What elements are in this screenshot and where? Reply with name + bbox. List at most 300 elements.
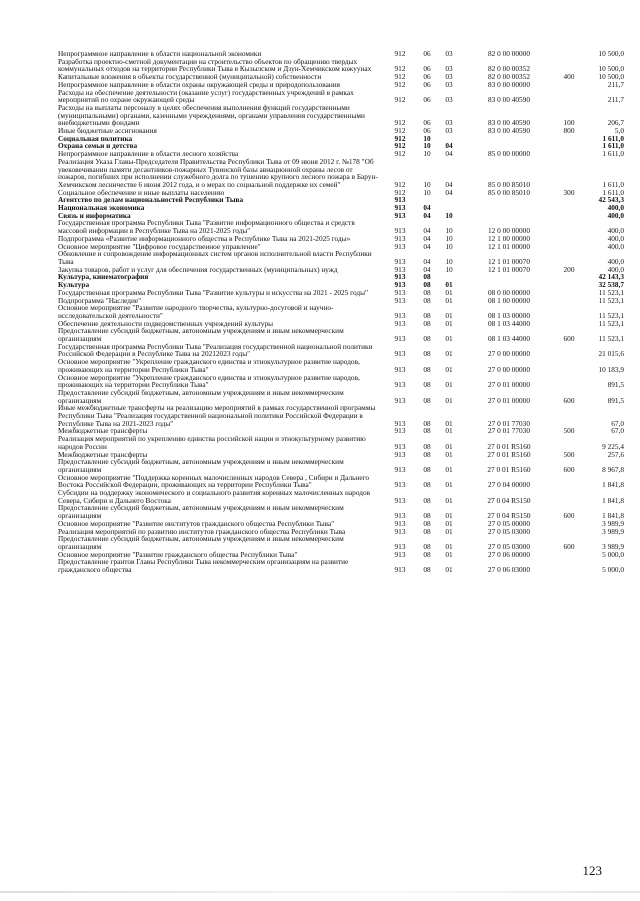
row-section-code: 10 <box>423 187 431 197</box>
row-ved-code: 913 <box>394 349 406 359</box>
row-subsection-code: 04 <box>445 179 453 189</box>
row-name: Охрана семьи и детства <box>58 141 138 151</box>
row-section-code: 08 <box>423 310 431 320</box>
row-expense-type <box>558 289 580 297</box>
row-expense-type <box>558 474 580 489</box>
row-amount: 21 015,6 <box>598 349 624 359</box>
table-row <box>58 204 624 212</box>
row-expense-type <box>558 374 580 389</box>
row-amount: 211,7 <box>607 79 624 89</box>
row-section-code: 08 <box>423 272 431 282</box>
row-section-code: 04 <box>423 256 431 266</box>
row-amount: 1 611,0 <box>602 187 624 197</box>
row-target-article: 83 0 00 40590 <box>488 95 530 105</box>
row-target-article: 08 1 00 00000 <box>488 295 530 305</box>
row-subsection-code: 10 <box>445 241 453 251</box>
row-section-code: 08 <box>423 318 431 328</box>
row-subsection-code: 04 <box>445 149 453 159</box>
row-target-article: 27 0 01 R5160 <box>487 441 531 451</box>
table-row <box>58 558 624 573</box>
row-section-code: 08 <box>423 426 431 436</box>
row-name: Непрограммное направление в области лесного хозяйства <box>58 149 239 159</box>
table-row <box>58 104 624 127</box>
row-amount: 11 523,1 <box>598 295 624 305</box>
row-subsection-code: 01 <box>445 495 453 505</box>
row-expense-type <box>558 243 580 251</box>
row-name: Реализация Указа Главы-Председателя Правительства Республики Тыва от 09 июня 2012 г. №178 "Об увековечивании памяти десантников-пожарных Тувинской базы авиационной охраны лесов от пожаров, погибших при исполнении служебного долга по тушению крупного лесного пожара в Барун-Хемчикском лесничестве 6 июня 2012 года, и о мерах по социальной поддержке их семей" <box>58 156 378 189</box>
row-ved-code: 913 <box>394 449 406 459</box>
row-name: Государственная программа Республики Тыва "Реализация государственной национальной политики Российской Федерации в Республике Тыва на 20212023 годы" <box>58 341 373 359</box>
row-ved-code: 912 <box>394 126 406 136</box>
row-name: Расходы на выплаты персоналу в целях обеспечения выполнения функций государственными (муниципальными) органами, казенными учреждениями, органами управления государственными внебюджетными фондами <box>58 102 365 128</box>
row-target-article: 12 1 01 00070 <box>488 264 530 274</box>
row-section-code: 08 <box>423 449 431 459</box>
row-subsection-code: 03 <box>445 79 453 89</box>
row-subsection-code: 03 <box>445 72 453 82</box>
row-section-code: 08 <box>423 395 431 405</box>
row-expense-type <box>558 158 580 189</box>
row-expense-type: 600 <box>563 542 575 551</box>
row-name: Социальное обеспечение и иные выплаты населению <box>58 187 225 197</box>
row-amount: 3 989,9 <box>602 518 624 528</box>
row-expense-type <box>558 219 580 234</box>
row-target-article: 27 0 01 77030 <box>488 426 530 436</box>
row-expense-type <box>558 320 580 328</box>
row-name: Предоставление субсидий бюджетным, автономным учреждениям и иным некоммерческим организациям <box>58 503 344 521</box>
row-name: Межбюджетные трансферты <box>58 426 148 436</box>
row-expense-type <box>558 489 580 504</box>
row-section-code: 04 <box>423 226 431 236</box>
row-target-article: 12 1 01 00000 <box>488 241 530 251</box>
row-target-article: 27 0 00 00000 <box>488 364 530 374</box>
row-target-article: 08 1 03 44000 <box>488 334 530 344</box>
row-subsection-code: 01 <box>445 418 453 428</box>
row-target-article: 27 0 06 03000 <box>488 565 530 575</box>
row-target-article: 27 0 01 00000 <box>488 395 530 405</box>
row-amount: 206,7 <box>607 118 624 128</box>
scan-edge-line <box>0 891 640 893</box>
row-target-article: 27 0 04 R5150 <box>487 511 531 521</box>
row-amount: 11 523,1 <box>598 287 624 297</box>
row-name: Социальная политика <box>58 133 133 143</box>
row-target-article <box>460 204 558 212</box>
row-subsection-code: 01 <box>445 526 453 536</box>
row-ved-code: 912 <box>394 64 406 74</box>
row-name: Реализация мероприятий по укреплению единства российской нации и этнокультурному развитию народов России <box>58 434 366 451</box>
row-ved-code: 913 <box>394 426 406 436</box>
row-section-code: 04 <box>423 233 431 243</box>
row-expense-type <box>558 142 580 150</box>
row-expense-type: 800 <box>563 126 575 136</box>
row-subsection-code: 10 <box>445 233 453 243</box>
row-ved-code: 913 <box>394 318 406 328</box>
row-expense-type <box>558 212 580 220</box>
row-section-code: 06 <box>423 79 431 89</box>
row-subsection-code: 01 <box>445 280 453 290</box>
row-amount: 3 989,9 <box>602 526 624 536</box>
row-expense-type <box>558 150 580 158</box>
row-ved-code: 912 <box>394 149 406 159</box>
row-section-code: 08 <box>423 542 431 551</box>
row-section-code: 08 <box>423 287 431 297</box>
row-ved-code: 913 <box>394 380 406 390</box>
row-subsection-code: 01 <box>445 349 453 359</box>
budget-table-body <box>58 50 624 574</box>
table-row <box>58 289 624 297</box>
table-row <box>58 389 624 404</box>
row-name: Непрограммное направление в области охраны окружающей среды и природопользования <box>58 79 340 89</box>
row-section-code: 08 <box>423 380 431 390</box>
row-ved-code: 913 <box>394 518 406 528</box>
row-subsection-code: 03 <box>445 64 453 74</box>
row-amount: 1 611,0 <box>602 179 624 189</box>
row-name: Основное мероприятие "Развитие гражданского общества Республики Тыва" <box>58 549 298 559</box>
row-name: Субсидии на поддержку экономического и социального развития коренных малочисленных народов Севера, Сибири и Дальнего Востока <box>58 488 371 505</box>
row-expense-type <box>558 304 580 319</box>
row-section-code: 08 <box>423 518 431 528</box>
row-subsection-code: 01 <box>445 380 453 390</box>
row-expense-type <box>558 89 580 104</box>
row-ved-code: 913 <box>394 441 406 451</box>
row-target-article: 27 0 01 77030 <box>488 418 530 428</box>
row-name: Государственная программа Республики Тыва "Развитие культуры и искусства на 2021 - 2025 годы" <box>58 287 368 297</box>
table-row <box>58 374 624 389</box>
row-amount: 891,5 <box>607 395 624 405</box>
table-row <box>58 343 624 358</box>
row-ved-code: 913 <box>394 511 406 521</box>
row-subsection-code: 04 <box>445 141 453 151</box>
row-section-code: 04 <box>423 210 431 220</box>
row-amount: 1 611,0 <box>602 133 624 143</box>
row-target-article: 82 0 00 00352 <box>488 64 530 74</box>
row-subsection-code: 01 <box>445 426 453 436</box>
table-row <box>58 273 624 281</box>
row-expense-type <box>558 273 580 281</box>
row-target-article: 27 0 04 R5150 <box>487 495 531 505</box>
row-name: Подпрограмма "Наследие" <box>58 295 142 305</box>
row-amount: 1 841,8 <box>602 511 624 521</box>
table-row <box>58 327 624 342</box>
row-section-code: 08 <box>423 565 431 575</box>
row-name: Основное мероприятие "Развитие институтов гражданского общества Республики Тыва" <box>58 518 335 528</box>
table-row <box>58 404 624 427</box>
row-target-article: 27 0 06 00000 <box>488 549 530 559</box>
row-ved-code: 913 <box>394 233 406 243</box>
row-amount: 11 523,1 <box>598 318 624 328</box>
row-name: Предоставление субсидий бюджетным, автономным учреждениям и иным некоммерческим организациям <box>58 326 344 344</box>
row-ved-code: 912 <box>394 179 406 189</box>
row-section-code: 10 <box>423 141 431 151</box>
row-amount: 400,0 <box>607 256 624 266</box>
row-section-code: 08 <box>423 511 431 521</box>
table-row <box>58 304 624 319</box>
row-target-article: 08 0 00 00000 <box>488 287 530 297</box>
row-subsection-code: 01 <box>445 334 453 344</box>
row-amount: 400,0 <box>607 264 624 274</box>
row-amount: 67,0 <box>611 426 624 436</box>
row-ved-code: 913 <box>394 226 406 236</box>
row-name: Основное мероприятие "Укрепление гражданского единства и этнокультурное развитие народов, проживающих на территории Республики Тыва" <box>58 372 360 390</box>
row-amount: 5 000,0 <box>602 549 624 559</box>
row-name: Капитальные вложения в объекты государственной (муниципальной) собственности <box>58 72 322 82</box>
table-row <box>58 458 624 473</box>
row-ved-code: 913 <box>394 203 406 213</box>
row-subsection-code: 10 <box>445 264 453 274</box>
row-target-article: 27 0 01 R5160 <box>487 464 531 474</box>
row-ved-code: 912 <box>394 72 406 82</box>
row-expense-type <box>558 196 580 204</box>
row-subsection-code: 01 <box>445 295 453 305</box>
row-section-code: 08 <box>423 464 431 474</box>
row-name: Агентство по делам национальностей Республики Тыва <box>58 195 244 205</box>
row-amount: 257,6 <box>607 449 624 459</box>
table-row <box>58 489 624 504</box>
row-amount: 1 611,0 <box>602 149 624 159</box>
row-name: Культура <box>58 280 90 290</box>
row-ved-code: 913 <box>394 295 406 305</box>
row-target-article <box>460 196 558 204</box>
row-expense-type <box>558 343 580 358</box>
row-name: Подпрограмма «Развитие информационного общества в Республике Тыва на 2021-2025 годы» <box>58 233 351 243</box>
row-subsection-code: 04 <box>445 187 453 197</box>
row-subsection-code: 03 <box>445 95 453 105</box>
row-section-code: 06 <box>423 49 431 58</box>
row-expense-type: 300 <box>563 187 575 197</box>
row-subsection-code: 10 <box>445 226 453 236</box>
row-target-article: 85 0 00 85010 <box>488 179 530 189</box>
row-amount: 10 500,0 <box>598 49 624 58</box>
row-name: Государственная программа Республики Тыва "Развитие информационного общества и средств массовой информации в Республике Тыва на 2021-2025 годы" <box>58 218 355 236</box>
row-ved-code: 913 <box>394 280 406 290</box>
row-expense-type <box>558 297 580 305</box>
row-ved-code: 913 <box>394 549 406 559</box>
row-expense-type: 200 <box>563 264 575 274</box>
table-row <box>58 474 624 489</box>
row-target-article: 82 0 00 00352 <box>488 72 530 82</box>
table-row <box>58 219 624 234</box>
row-name: Культура, кинематография <box>58 272 149 282</box>
row-name: Предоставление субсидий бюджетным, автономным учреждениям и иным некоммерческим организациям <box>58 387 344 405</box>
row-name: Предоставление грантов Главы Республики Тыва некоммерческим организациям на развитие гражданского общества <box>58 557 349 575</box>
row-name: Иные бюджетные ассигнования <box>58 126 157 136</box>
row-amount: 32 538,7 <box>598 280 624 290</box>
row-target-article: 27 0 01 R5160 <box>487 449 531 459</box>
row-expense-type <box>558 235 580 243</box>
row-target-article: 83 0 00 00000 <box>488 79 530 89</box>
row-section-code: 08 <box>423 418 431 428</box>
row-section-code: 08 <box>423 280 431 290</box>
row-amount: 8 967,8 <box>602 464 624 474</box>
row-amount: 891,5 <box>607 380 624 390</box>
row-ved-code: 913 <box>394 395 406 405</box>
row-target-article <box>460 212 558 220</box>
row-amount: 400,0 <box>607 233 624 243</box>
row-subsection-code: 10 <box>445 210 453 220</box>
row-name: Основное мероприятие "Укрепление гражданского единства и этнокультурное развитие народов, проживающих на территории Республики Тыва" <box>58 357 360 374</box>
row-section-code: 06 <box>423 95 431 105</box>
table-row <box>58 250 624 265</box>
row-subsection-code <box>438 196 460 204</box>
table-row <box>58 158 624 189</box>
row-section-code: 06 <box>423 118 431 128</box>
table-row <box>58 89 624 104</box>
table-row <box>58 535 624 550</box>
row-amount: 400,0 <box>607 241 624 251</box>
row-amount: 10 183,9 <box>598 364 624 374</box>
row-section-code: 04 <box>423 203 431 213</box>
row-subsection-code: 03 <box>445 49 453 58</box>
row-name: Обеспечение деятельности подведомственных учреждений культуры <box>58 318 274 328</box>
row-subsection-code: 10 <box>445 256 453 266</box>
row-name: Связь и информатика <box>58 210 131 220</box>
row-name: Основное мероприятие "Развитие народного творчества, культурно-досуговой и научно-исследовательской деятельности" <box>58 303 334 320</box>
row-target-article <box>460 273 558 281</box>
row-section-code: 08 <box>423 364 431 374</box>
row-expense-type <box>558 50 580 58</box>
row-ved-code: 913 <box>394 364 406 374</box>
row-subsection-code: 01 <box>445 464 453 474</box>
row-amount: 1 611,0 <box>602 141 624 151</box>
row-target-article: 12 0 00 00000 <box>488 226 530 236</box>
row-name: Основное мероприятие "Цифровое государственное управление" <box>58 241 261 251</box>
row-expense-type: 500 <box>563 426 575 436</box>
row-target-article: 12 1 00 00000 <box>488 233 530 243</box>
row-amount: 11 523,1 <box>598 310 624 320</box>
row-amount: 400,0 <box>607 203 624 213</box>
row-expense-type <box>558 58 580 73</box>
row-ved-code: 913 <box>394 287 406 297</box>
row-section-code: 10 <box>423 149 431 159</box>
row-ved-code: 913 <box>394 480 406 490</box>
row-expense-type: 100 <box>563 118 575 128</box>
row-name: Предоставление субсидий бюджетным, автономным учреждениям и иным некоммерческим организациям <box>58 457 344 474</box>
row-section-code: 06 <box>423 64 431 74</box>
row-subsection-code: 01 <box>445 449 453 459</box>
row-section-code: 08 <box>423 495 431 505</box>
row-ved-code: 913 <box>394 272 406 282</box>
row-expense-type <box>558 528 580 536</box>
row-ved-code: 912 <box>394 95 406 105</box>
row-target-article: 27 0 04 00000 <box>488 480 530 490</box>
row-expense-type <box>558 281 580 289</box>
row-target-article: 85 0 00 00000 <box>488 149 530 159</box>
row-section-code: 06 <box>423 126 431 136</box>
row-amount: 11 523,1 <box>598 334 624 344</box>
row-ved-code: 913 <box>394 256 406 266</box>
row-amount: 211,7 <box>607 95 624 105</box>
row-ved-code: 913 <box>394 264 406 274</box>
row-ved-code: 913 <box>394 195 406 205</box>
row-amount: 400,0 <box>607 226 624 236</box>
row-name: Расходы на обеспечение деятельности (оказание услуг) государственных учреждений в рамках мероприятий по охране окружающей среды <box>58 87 354 105</box>
row-section-code: 08 <box>423 441 431 451</box>
row-expense-type: 600 <box>563 395 575 405</box>
row-amount: 5 000,0 <box>602 565 624 575</box>
row-subsection-code: 01 <box>445 395 453 405</box>
row-target-article: 83 0 00 40590 <box>488 118 530 128</box>
row-target-article: 82 0 00 00000 <box>488 49 530 58</box>
table-row <box>58 358 624 373</box>
row-expense-type: 600 <box>563 511 575 521</box>
row-name: Национальная экономика <box>58 203 145 213</box>
row-name: Закупка товаров, работ и услуг для обеспечения государственных (муниципальных) нужд <box>58 264 338 274</box>
row-expense-type: 600 <box>563 464 575 474</box>
row-target-article: 08 1 03 44000 <box>488 318 530 328</box>
row-ved-code: 912 <box>394 79 406 89</box>
row-section-code: 10 <box>423 133 431 143</box>
row-section-code: 08 <box>423 334 431 344</box>
row-ved-code: 913 <box>394 241 406 251</box>
row-expense-type: 500 <box>563 449 575 459</box>
row-ved-code: 912 <box>394 141 406 151</box>
row-subsection-code: 01 <box>445 542 453 551</box>
row-target-article: 27 0 05 03000 <box>488 542 530 551</box>
row-target-article <box>460 135 558 143</box>
row-subsection-code: 01 <box>445 318 453 328</box>
row-subsection-code: 01 <box>445 549 453 559</box>
table-row <box>58 504 624 519</box>
row-subsection-code: 03 <box>445 118 453 128</box>
row-amount: 1 841,8 <box>602 480 624 490</box>
row-section-code: 04 <box>423 264 431 274</box>
row-target-article: 08 1 03 00000 <box>488 310 530 320</box>
row-amount: 10 500,0 <box>598 64 624 74</box>
row-section-code: 10 <box>423 179 431 189</box>
row-section-code: 08 <box>423 295 431 305</box>
row-ved-code: 913 <box>394 542 406 551</box>
row-ved-code: 913 <box>394 526 406 536</box>
row-subsection-code: 01 <box>445 480 453 490</box>
row-ved-code: 913 <box>394 418 406 428</box>
row-ved-code: 913 <box>394 565 406 575</box>
row-section-code: 06 <box>423 72 431 82</box>
row-expense-type: 600 <box>563 334 575 344</box>
row-ved-code: 912 <box>394 187 406 197</box>
row-amount: 1 841,8 <box>602 495 624 505</box>
row-section-code: 08 <box>423 526 431 536</box>
row-amount: 10 500,0 <box>598 72 624 82</box>
row-subsection-code: 01 <box>445 441 453 451</box>
row-target-article: 27 0 01 00000 <box>488 380 530 390</box>
row-target-article: 83 0 00 40590 <box>488 126 530 136</box>
row-section-code: 04 <box>423 241 431 251</box>
row-name: Реализация мероприятий по развитию институтов гражданского общества Республики Тыва <box>58 526 346 536</box>
row-expense-type <box>558 404 580 427</box>
row-amount: 3 989,9 <box>602 542 624 551</box>
row-ved-code: 913 <box>394 334 406 344</box>
row-name: Предоставление субсидий бюджетным, автономным учреждениям и иным некоммерческим организациям <box>58 534 344 551</box>
row-section-code: 08 <box>423 480 431 490</box>
row-subsection-code: 01 <box>445 511 453 521</box>
row-name: Разработка проектно-сметной документации на строительство объектов по обращению твердых коммунальных отходов на территории Республики Тыва в Кызылском и Дзун-Хемчикском кожуунах <box>58 56 372 74</box>
table-row <box>58 435 624 450</box>
row-amount: 5,0 <box>614 126 624 136</box>
row-ved-code: 912 <box>394 133 406 143</box>
row-subsection-code: 01 <box>445 364 453 374</box>
page-number: 123 <box>582 863 602 878</box>
row-subsection-code: 01 <box>445 518 453 528</box>
row-subsection-code: 01 <box>445 287 453 297</box>
row-amount: 67,0 <box>611 418 624 428</box>
row-ved-code: 913 <box>394 210 406 220</box>
row-expense-type <box>558 558 580 573</box>
row-expense-type <box>558 551 580 559</box>
row-amount: 400,0 <box>607 210 624 220</box>
table-row <box>58 58 624 73</box>
table-row <box>58 135 624 143</box>
row-name: Непрограммное направление в области национальной экономики <box>58 49 262 58</box>
row-target-article: 27 0 05 00000 <box>488 518 530 528</box>
